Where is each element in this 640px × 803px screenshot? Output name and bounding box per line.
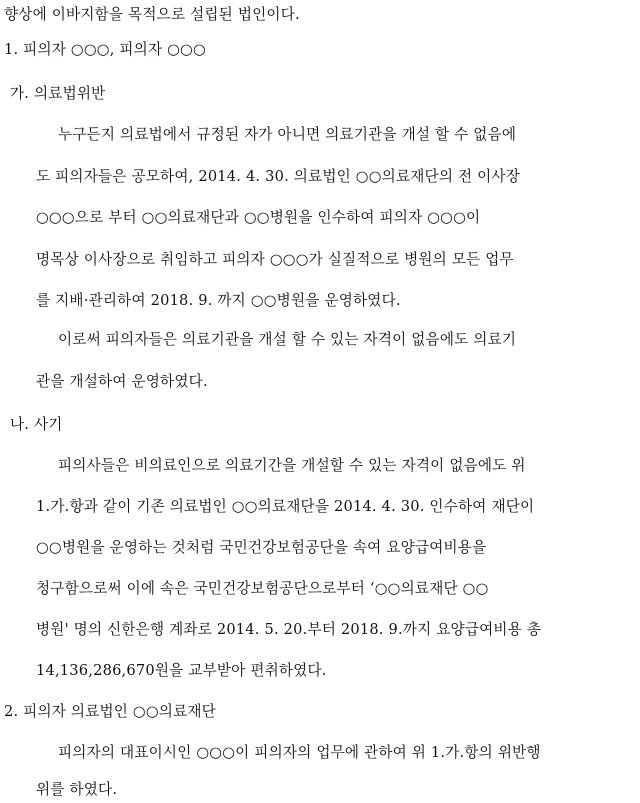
section2-para1-line: 위를 하였다. — [36, 781, 118, 798]
section1-b-para1-line: 병원' 명의 신한은행 계좌로 2014. 5. 20.부터 2018. 9.까지 요양급여비용 총 — [36, 621, 542, 638]
intro-line: 향상에 이바지함을 목적으로 설립된 법인이다. — [4, 6, 300, 23]
section1-a-para1-line: 누구든지 의료법에서 규정된 자가 아니면 의료기관을 개설 할 수 없음에 — [58, 126, 517, 143]
section1-heading: 1. 피의자 ○○○, 피의자 ○○○ — [4, 41, 206, 58]
section1-a-para1-line: 도 피의자들은 공모하여, 2014. 4. 30. 의료법인 ○○의료재단의 전 이사장 — [36, 168, 521, 185]
section1-a-heading: 가. 의료법위반 — [10, 85, 106, 102]
section2-para1-line: 피의자의 대표이시인 ○○○이 피의자의 업무에 관하여 위 1.가.항의 위반행 — [58, 744, 541, 761]
section1-a-para1-line: ○○○으로 부터 ○○의료재단과 ○○병원을 인수하여 피의자 ○○○이 — [36, 209, 481, 226]
section1-b-para1-line: 14,136,286,670원을 교부받아 편취하였다. — [36, 662, 327, 679]
section1-b-para1-line: 1.가.항과 같이 기존 의료법인 ○○의료재단을 2014. 4. 30. 인수하여 재단이 — [36, 498, 535, 515]
section1-b-para1-line: ○○병원을 운영하는 것처럼 국민건강보험공단을 속여 요양급여비용을 — [36, 539, 487, 556]
section1-a-para1-line: 명목상 이사장으로 취임하고 피의자 ○○○가 실질적으로 병원의 모든 업무 — [36, 251, 514, 268]
section1-a-para2-line: 관을 개설하여 운영하였다. — [36, 373, 208, 390]
section1-a-para1-line: 를 지배·관리하여 2018. 9. 까지 ○○병원을 운영하였다. — [36, 292, 401, 309]
section1-a-para2-line: 이로써 피의자들은 의료기관을 개설 할 수 있는 자격이 없음에도 의료기 — [58, 331, 517, 348]
section2-heading: 2. 피의자 의료법인 ○○의료재단 — [4, 703, 216, 720]
section1-b-heading: 나. 사기 — [10, 416, 63, 433]
section1-b-para1-line: 피의사들은 비의료인으로 의료기간을 개설할 수 있는 자격이 없음에도 위 — [58, 457, 526, 474]
section1-b-para1-line: 청구함으로써 이에 속은 국민건강보험공단으로부터 ‘○○의료재단 ○○ — [36, 580, 489, 597]
